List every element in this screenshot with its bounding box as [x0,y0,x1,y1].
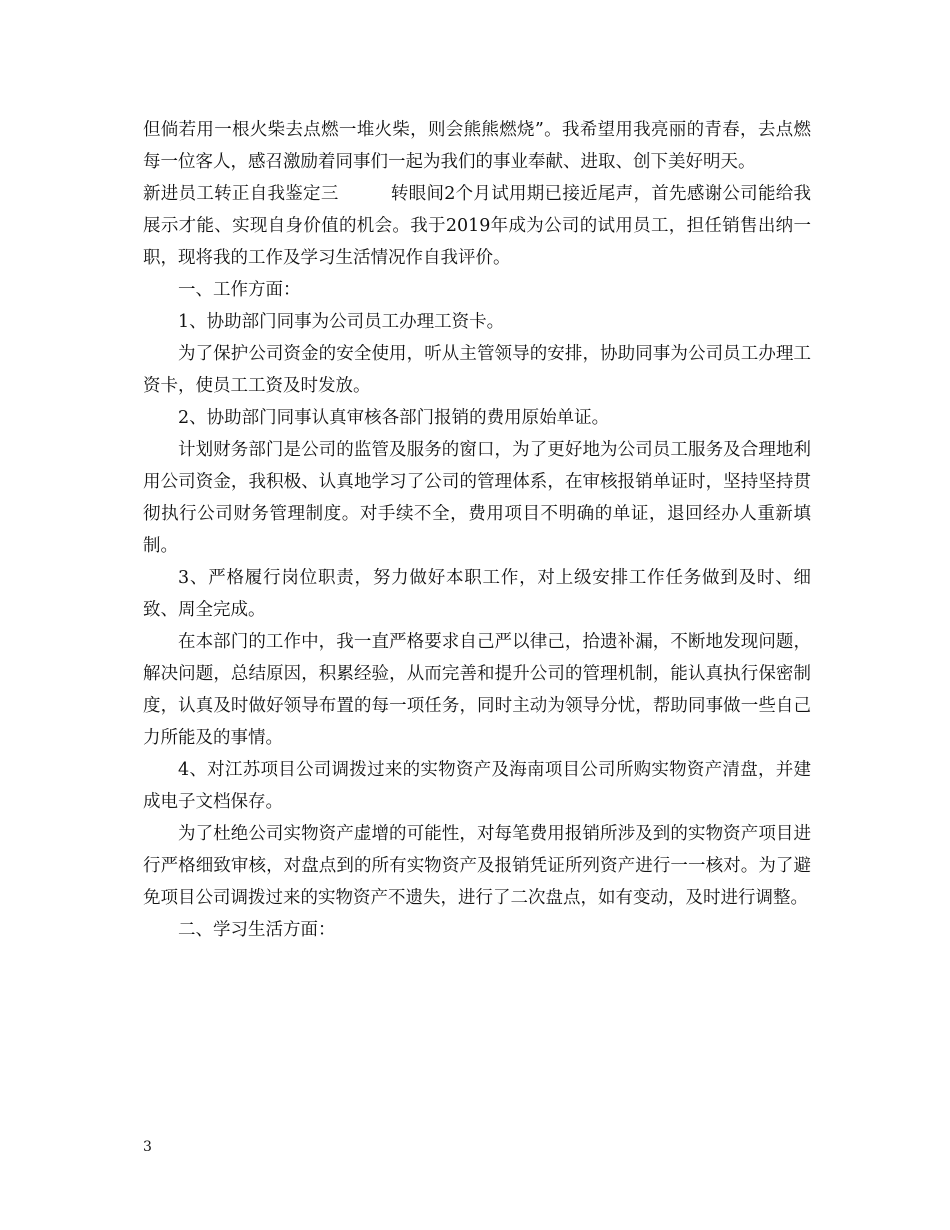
page-number: 3 [143,1139,152,1155]
section-intro: 转眼间2个月试用期已接近尾声，首先感谢公司能给我展示才能、实现自身价值的机会。我于2019年成为公司的试用员工，担任销售出纳一职，现将我的工作及学习生活情况作自我评价。 [143,184,812,268]
list-item-4: 4、对江苏项目公司调拨过来的实物资产及海南项目公司所购实物资产清盘，并建成电子文档保存。 [143,760,811,812]
document-body [143,114,811,946]
heading-study-life: 二、学习生活方面： [178,920,336,940]
list-item-3: 3、严格履行岗位职责，努力做好本职工作，对上级安排工作任务做到及时、细致、周全完成。 [143,568,811,620]
list-item-2: 2、协助部门同事认真审核各部门报销的费用原始单证。 [178,408,610,428]
paragraph-section-start [143,178,811,274]
section-heading: 新进员工转正自我鉴定三 [143,184,339,204]
paragraph-assets: 为了杜绝公司实物资产虚增的可能性，对每笔费用报销所涉及到的实物资产项目进行严格细致审核，对盘点到的所有实物资产及报销凭证所列资产进行一一核对。为了避免项目公司调拨过来的实物资产不遗失，进行了二次盘点，如有变动，及时进行调整。 [143,824,811,908]
paragraph-department-work: 在本部门的工作中，我一直严格要求自己严以律己，拾遗补漏，不断地发现问题，解决问题，总结原因，积累经验，从而完善和提升公司的管理机制，能认真执行保密制度，认真及时做好领导布置的每一项任务，同时主动为领导分忧，帮助同事做一些自己力所能及的事情。 [143,632,811,748]
heading-work: 一、工作方面： [178,280,301,300]
list-item-1: 1、协助部门同事为公司员工办理工资卡。 [178,312,505,332]
paragraph-salary-card: 为了保护公司资金的安全使用，听从主管领导的安排，协助同事为公司员工办理工资卡，使员工工资及时发放。 [143,344,811,396]
paragraph-finance-review: 计划财务部门是公司的监管及服务的窗口，为了更好地为公司员工服务及合理地利用公司资金，我积极、认真地学习了公司的管理体系，在审核报销单证时，坚持坚持贯彻执行公司财务管理制度。对手续不全，费用项目不明确的单证，退回经办人重新填制。 [143,440,811,556]
paragraph-continuation: 但倘若用一根火柴去点燃一堆火柴，则会熊熊燃烧”。我希望用我亮丽的青春，去点燃每一位客人，感召激励着同事们一起为我们的事业奉献、进取、创下美好明天。 [143,120,811,172]
